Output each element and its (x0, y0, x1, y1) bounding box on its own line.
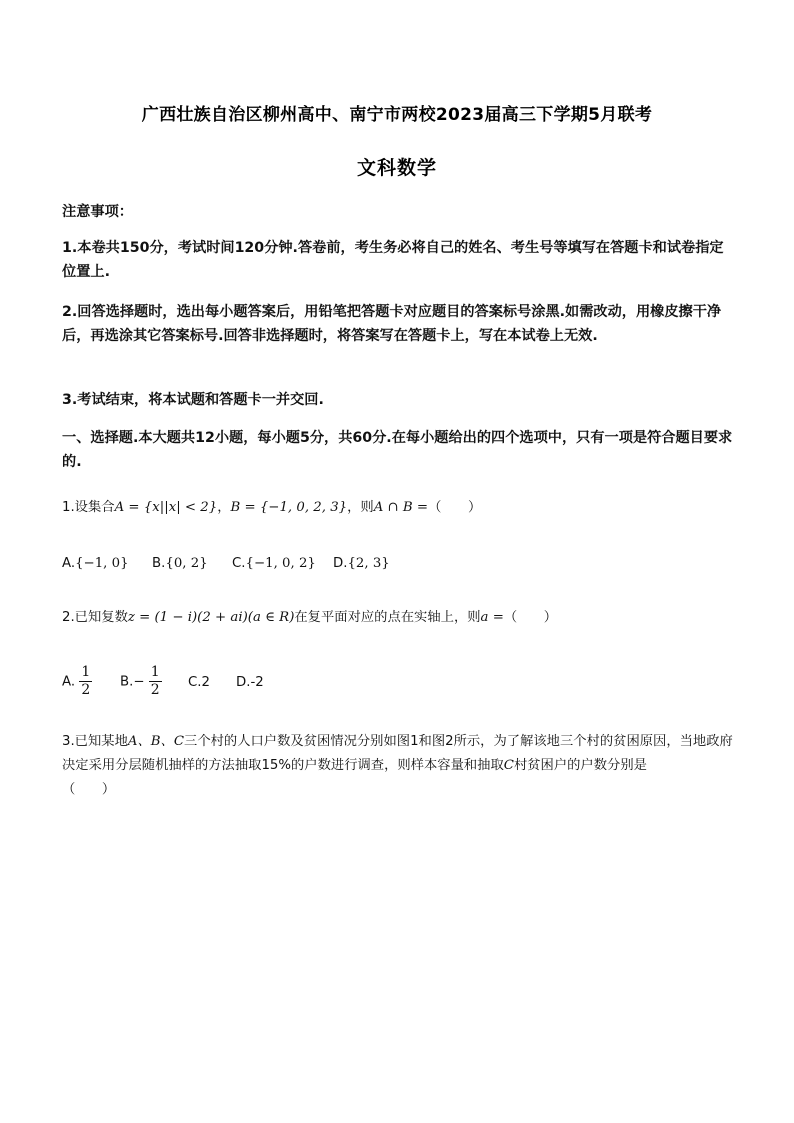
q1-option-d-value: {2, 3} (347, 556, 390, 571)
section-1-header: 一、选择题.本大题共12小题，每小题5分，共60分.在每小题给出的四个选项中，只有一项是符合题目要求的. (62, 430, 733, 470)
q3-village-c: C (503, 758, 514, 773)
q2-option-a-denominator: 2 (81, 682, 91, 698)
q2-option-a-label: A. (62, 674, 76, 690)
q2-option-a-numerator: 1 (81, 664, 91, 680)
q2-option-b-sign: − (133, 674, 145, 690)
q1-option-a-label: A. (62, 556, 76, 571)
q1-mid: ，则 (347, 500, 374, 515)
q1-option-a-value: {−1, 0} (75, 556, 129, 571)
q3-answer-paren: （ ） (62, 782, 116, 797)
q1-option-d-label: D. (333, 556, 348, 571)
q1-set-b: B = {−1, 0, 2, 3} (230, 500, 348, 515)
q1-option-d (333, 556, 390, 571)
q1-prefix: 1.设集合 (62, 500, 115, 515)
q2-answer-paren: （ ） (503, 610, 558, 625)
q2-var: a = (480, 610, 504, 625)
q1-set-a: A = {x||x| < 2} (114, 500, 218, 515)
q2-option-a-fraction (79, 664, 92, 699)
q3-villages: A、B、C (127, 734, 185, 749)
question-3 (62, 730, 734, 802)
notes-heading: 注意事项： (62, 204, 133, 220)
question-2 (62, 606, 734, 630)
q2-option-b-numerator: 1 (150, 664, 160, 680)
question-1 (62, 496, 734, 520)
q2-option-c: C.2 (188, 675, 210, 690)
q2-option-b-label: B. (120, 674, 134, 690)
q2-option-b-denominator: 2 (150, 682, 160, 698)
q1-option-c (232, 556, 316, 571)
note-item-3: 3.考试结束，将本试题和答题卡一并交回. (62, 392, 324, 408)
q1-sep: ， (217, 500, 231, 515)
q2-option-a (62, 664, 92, 699)
q1-option-a (62, 556, 129, 571)
note-item-2: 2.回答选择题时，选出每小题答案后，用铅笔把答题卡对应题目的答案标号涂黑.如需改动，用橡皮擦干净后，再选涂其它答案标号.回答非选择题时，将答案写在答题卡上，写在本试卷上无效. (62, 304, 722, 344)
q3-prefix: 3.已知某地 (62, 734, 128, 749)
q2-prefix: 2.已知复数 (62, 610, 128, 625)
q1-expr: A ∩ B = (373, 500, 429, 515)
subject-title: 文科数学 (356, 157, 437, 179)
exam-title: 广西壮族自治区柳州高中、南宁市两校2023届高三下学期5月联考 (141, 105, 653, 125)
q2-option-d: D.-2 (236, 675, 264, 690)
q1-answer-paren: （ ） (428, 500, 482, 515)
note-item-1: 1.本卷共150分，考试时间120分钟.答卷前，考生务必将自己的姓名、考生号等填写在答题卡和试卷指定位置上. (62, 240, 724, 280)
q2-mid: 在复平面对应的点在实轴上，则 (294, 610, 481, 625)
q1-option-c-value: {−1, 0, 2} (245, 556, 316, 571)
q3-text-mid: 三个村的人口户数及贫困情况分别如图1和图2所示，为了解该地三个村的贫困原因，当地政府决定采用分层随机抽样的方法抽取15%的户数进行调查，则样本容量和抽取 (62, 734, 733, 773)
q2-option-b (120, 664, 162, 699)
q2-expr: z = (1 − i)(2 + ai)(a ∈ R) (127, 610, 295, 625)
q1-option-b-label: B. (152, 556, 166, 571)
q1-option-c-label: C. (232, 556, 246, 571)
q1-option-b-value: {0, 2} (165, 556, 208, 571)
q1-option-b (152, 556, 208, 571)
q3-text-end: 村贫困户的户数分别是 (513, 758, 647, 773)
q2-option-b-fraction (149, 664, 162, 699)
